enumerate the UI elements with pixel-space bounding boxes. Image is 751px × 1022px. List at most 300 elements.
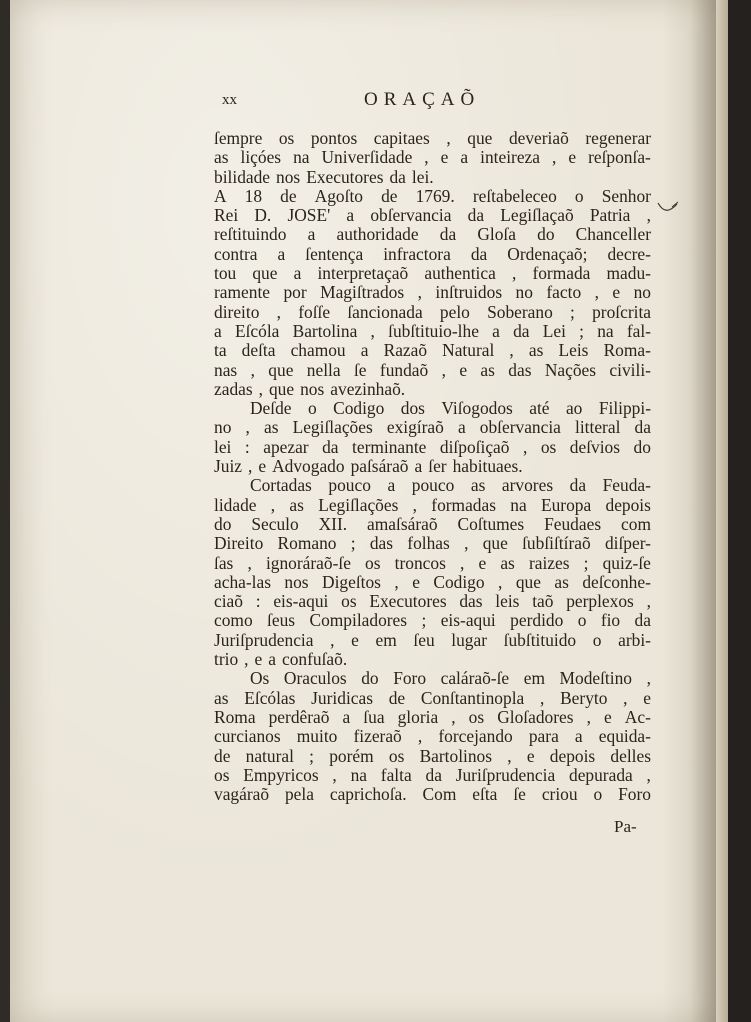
catchword: Pa- (614, 817, 637, 836)
word: Codigo (433, 571, 485, 592)
word: que (268, 378, 295, 399)
word: da (389, 166, 406, 187)
word: litteral (575, 417, 621, 438)
word: terminante (352, 436, 427, 457)
word: para (528, 726, 559, 747)
word: as (500, 552, 515, 573)
word: fio (600, 610, 621, 631)
word: Ordenaçaõ; (507, 243, 588, 264)
word: : (255, 591, 261, 612)
word: Roma- (603, 340, 651, 361)
word: perdêraõ (268, 706, 330, 727)
word: ſempre (214, 128, 263, 148)
text-line (214, 322, 651, 341)
word: , (244, 649, 249, 670)
word: ciaõ (214, 591, 243, 612)
word: das (459, 591, 483, 612)
word: exigíraõ (386, 417, 444, 438)
word: infractora (383, 243, 451, 264)
word: Roma (214, 706, 256, 727)
word: Juriſprudencia (455, 764, 556, 785)
word: foſſe (298, 301, 331, 322)
word: os (468, 706, 485, 727)
word: depois (549, 745, 596, 766)
word: formadas (431, 494, 496, 515)
word: do (633, 436, 651, 457)
word: e (643, 687, 651, 708)
word: , (522, 436, 528, 457)
text-line (214, 747, 651, 766)
text-line (214, 669, 651, 688)
text-line (214, 708, 651, 727)
word: as (214, 147, 229, 168)
word: , (646, 205, 651, 226)
word: formada (532, 263, 591, 284)
word: Conſtantinopla (420, 687, 525, 708)
word: a (457, 417, 466, 438)
word: Chanceller (575, 224, 651, 245)
word: que (467, 128, 493, 148)
word: depois (605, 494, 651, 515)
text-line (214, 225, 651, 244)
word: , (594, 282, 599, 303)
word: ; (579, 320, 584, 341)
word: , (247, 552, 252, 573)
word: facto (546, 282, 582, 303)
word: Executores (306, 166, 384, 187)
word: ſentença (305, 243, 364, 264)
body-text (214, 129, 651, 804)
text-line (214, 534, 651, 553)
word: , (248, 456, 253, 477)
word: , (459, 552, 465, 573)
text-line (214, 650, 651, 669)
word: Gloſadores (497, 706, 574, 727)
word: o (592, 629, 602, 650)
word: , (539, 687, 545, 708)
word: , (276, 301, 281, 322)
word: pouco (411, 475, 455, 496)
text-line (214, 476, 651, 495)
word: forcejando (438, 726, 513, 747)
word: madu- (606, 263, 651, 284)
word: Cortadas (250, 475, 312, 496)
word: , (509, 340, 514, 361)
word: ſas (214, 552, 234, 573)
word: por (283, 282, 307, 303)
word: ſe (353, 359, 367, 380)
word: delles (610, 745, 651, 766)
word: e (459, 359, 468, 380)
word: do (537, 224, 555, 245)
word: Magiſtrados (320, 282, 405, 303)
word: da (425, 764, 442, 785)
word: ; (570, 301, 575, 322)
word: , (270, 494, 276, 515)
word: no (633, 282, 651, 303)
word: Eſcólas (244, 687, 296, 708)
word: authoridade (336, 224, 419, 245)
word: a (307, 224, 316, 245)
word: Empyricos (243, 764, 319, 785)
word: fundaõ (379, 359, 429, 380)
word: e (258, 456, 267, 477)
word: , (464, 533, 469, 554)
word: muito (296, 726, 338, 747)
word: tou (214, 263, 237, 284)
word: lei. (411, 166, 434, 187)
word: inſtruidos (435, 282, 503, 303)
word: amaſsáraõ (367, 513, 438, 534)
word: e (568, 147, 577, 168)
word: que (515, 571, 541, 592)
ink-margin-mark-icon (657, 200, 679, 214)
word: Legiſlações (292, 417, 373, 438)
word: folhas (407, 533, 450, 554)
word: , (258, 378, 263, 399)
word: da (634, 610, 651, 631)
word: como (214, 610, 253, 631)
word: , (394, 571, 399, 592)
word: , (646, 591, 651, 612)
word: obſervancia (370, 205, 452, 226)
word: no (214, 417, 232, 438)
text-line (214, 438, 651, 457)
text-line (214, 515, 651, 534)
word: Executores (369, 591, 447, 612)
word: de (388, 687, 406, 708)
word: , (441, 359, 446, 380)
word: na (597, 320, 614, 341)
text-line (214, 129, 651, 148)
word: a (460, 147, 469, 168)
word: dos (400, 398, 425, 419)
word: Romano (277, 533, 337, 554)
word: as (289, 494, 304, 515)
text-line (214, 264, 651, 283)
word: caprichoſa. (329, 784, 407, 805)
word: Deſde (250, 398, 292, 419)
word: Direito (214, 533, 264, 554)
text-line (214, 496, 651, 515)
word: Nações (544, 359, 597, 380)
word: ignoráraõ-ſe (265, 552, 351, 573)
word: de (214, 745, 231, 766)
word: reſponſa- (588, 147, 651, 168)
word: Juriſprudencia (214, 629, 314, 650)
word: regenerar (585, 128, 651, 148)
word: o (574, 185, 584, 206)
word: reſtituindo (214, 224, 287, 245)
word: deſconhe- (582, 571, 651, 592)
word: gloria (397, 706, 439, 727)
word: os (388, 745, 405, 766)
word: das (508, 359, 532, 380)
word: Ac- (624, 706, 651, 727)
word: em (523, 668, 545, 689)
text-line (214, 631, 651, 650)
word: Europa (540, 494, 592, 515)
word: de (381, 185, 398, 206)
word: a (414, 456, 423, 477)
word: D. (254, 205, 272, 226)
text-line (214, 187, 651, 206)
word: perplexos (566, 591, 634, 612)
word: , (646, 668, 651, 689)
page-number: xx (222, 92, 237, 108)
word: os (278, 128, 295, 148)
word: no (515, 282, 533, 303)
text-line (214, 611, 651, 630)
word: da (470, 243, 488, 264)
word: pouco (328, 475, 371, 496)
word: porém (329, 745, 374, 766)
word: , (245, 417, 250, 438)
word: Legiſlações (318, 494, 399, 515)
word: Natural (442, 340, 495, 361)
word: da (439, 224, 457, 245)
word: lugar (451, 629, 488, 650)
word: os (365, 552, 381, 573)
word: o (593, 784, 603, 805)
word: Advogado (272, 456, 345, 477)
word: civili- (609, 359, 651, 380)
word: ſubſtituido (503, 629, 577, 650)
word: ta (214, 340, 227, 361)
word: na (510, 494, 527, 515)
text-line (214, 457, 651, 476)
word: authentica (424, 263, 496, 284)
word: que (252, 263, 278, 284)
word: a (268, 649, 276, 670)
word: Os (250, 668, 270, 689)
word: Legiſlaçaõ (500, 205, 574, 226)
word: , (370, 320, 375, 341)
word: nella (306, 359, 341, 380)
word: confuſaõ. (281, 649, 348, 670)
text-line (214, 341, 651, 360)
gutter-shadow (690, 0, 718, 1022)
word: trio (214, 649, 239, 670)
word: ; (350, 533, 356, 554)
word: bilidade (214, 166, 271, 187)
word: ſeu (413, 629, 435, 650)
word: nos (276, 166, 301, 187)
word: as (480, 359, 495, 380)
word: Juridicas (311, 687, 373, 708)
word: a (293, 263, 302, 284)
word: Bartolina (292, 320, 358, 341)
word: Eſcóla (234, 320, 280, 341)
word: a (342, 706, 351, 727)
word: e (612, 282, 621, 303)
text-line (214, 283, 651, 302)
word: ſe (513, 784, 526, 805)
word: , (332, 764, 337, 785)
word: ſeus (267, 610, 296, 631)
word: Soberano (487, 301, 553, 322)
word: , (551, 147, 557, 168)
word: ao (565, 398, 583, 419)
word: Bartolinos (419, 745, 493, 766)
word: Razaõ (383, 340, 428, 361)
word: Agoſto (314, 185, 363, 206)
word: os (341, 591, 357, 612)
word: , (446, 128, 451, 148)
word: A (214, 185, 227, 206)
word: a (214, 320, 222, 341)
word: chamou (290, 340, 346, 361)
word: paſsáraõ (350, 456, 409, 477)
word: e (526, 745, 535, 766)
word: e (254, 649, 263, 670)
word: Viſogodos (441, 398, 513, 419)
word: avezinhaõ. (330, 378, 406, 399)
word: Patria (589, 205, 631, 226)
text-line (214, 785, 651, 804)
running-title: ORAÇAÕ (364, 89, 481, 110)
word: , (498, 571, 503, 592)
word: Digeſtos (322, 571, 381, 592)
word: falta (380, 764, 412, 785)
word: deveriaõ (508, 128, 569, 148)
word: na (293, 147, 310, 168)
word: Codigo (333, 398, 385, 419)
word: , (417, 282, 422, 303)
word: da (569, 475, 587, 496)
word: depurada (569, 764, 633, 785)
word: JOSE' (287, 205, 331, 226)
word: lei (214, 436, 232, 457)
text-line (214, 727, 651, 746)
word: deſta (241, 340, 276, 361)
word: de (280, 185, 297, 206)
word: Gloſa (477, 224, 516, 245)
word: nas (214, 359, 238, 380)
word: ſubſtituio-lhe (388, 320, 479, 341)
word: os (540, 436, 557, 457)
word: da (322, 436, 339, 457)
word: Foro (618, 784, 651, 805)
word: criou (541, 784, 578, 805)
text-line (214, 418, 651, 437)
word: Senhor (601, 185, 651, 206)
word: com (621, 513, 651, 534)
word: a (346, 205, 355, 226)
word: pelo (439, 301, 470, 322)
word: zadas (214, 378, 253, 399)
word: eſta (472, 784, 498, 805)
word: decre- (607, 243, 651, 264)
word: do (361, 668, 379, 689)
word: a (360, 340, 369, 361)
word: nos (284, 571, 309, 592)
word: XII. (318, 513, 348, 534)
word: ſua (363, 706, 385, 727)
word: Filippi- (598, 398, 651, 419)
word: proſcrita (592, 301, 651, 322)
word: as (470, 475, 486, 496)
word: o (577, 610, 587, 631)
word: fizeraõ (353, 726, 402, 747)
word: inteireza (480, 147, 540, 168)
text-line (214, 399, 651, 418)
word: taõ (532, 591, 554, 612)
word: direito (214, 301, 260, 322)
word: Rei (214, 205, 239, 226)
word: curcianos (214, 726, 281, 747)
word: Feudaes (544, 513, 602, 534)
word: na (350, 764, 367, 785)
word: ; (421, 610, 427, 631)
text-line (214, 206, 651, 225)
word: fal- (626, 320, 651, 341)
word: Beryto (560, 687, 608, 708)
word: leis (495, 591, 520, 612)
word: , (646, 764, 651, 785)
word: da (634, 417, 651, 438)
word: habituaes. (452, 456, 523, 477)
word: , (330, 629, 335, 650)
word: em (375, 629, 397, 650)
word: 1769. (415, 185, 455, 206)
text-line (214, 148, 651, 167)
word: Univerſidade (321, 147, 413, 168)
word: contra (214, 243, 258, 264)
word: das (369, 533, 394, 554)
word: , (623, 687, 628, 708)
word: eis-aqui (273, 591, 329, 612)
word: as (528, 340, 544, 361)
word: Oraculos (283, 668, 347, 689)
word: deſvios (569, 436, 621, 457)
word: interpretaçaõ (317, 263, 409, 284)
word: pela (284, 784, 314, 805)
word: , (511, 263, 517, 284)
word: o (307, 398, 317, 419)
word: eis-aqui (440, 610, 496, 631)
word: diſper- (604, 533, 651, 554)
word: Lei (542, 320, 566, 341)
word: a (492, 320, 500, 341)
word: e (604, 706, 612, 727)
text-line (214, 766, 651, 785)
word: que (482, 533, 508, 554)
word: quiz-ſe (602, 552, 651, 573)
word: caláraõ-ſe (440, 668, 510, 689)
word: , (250, 359, 255, 380)
word: Seculo (251, 513, 299, 534)
word: , (586, 706, 591, 727)
word: do (214, 513, 232, 534)
word: Leis (558, 340, 589, 361)
word: a (387, 475, 396, 496)
word: e (440, 147, 449, 168)
word: , (412, 494, 417, 515)
word: perdido (510, 610, 564, 631)
word: até (529, 398, 550, 419)
word: as (554, 571, 569, 592)
word: nos (300, 378, 325, 399)
word: natural (245, 745, 294, 766)
word: , (424, 147, 429, 168)
word: da (467, 205, 485, 226)
word: Foro (393, 668, 427, 689)
word: equida- (598, 726, 651, 747)
word: ; (583, 552, 589, 573)
text-line (214, 361, 651, 380)
word: liçóes (240, 147, 282, 168)
